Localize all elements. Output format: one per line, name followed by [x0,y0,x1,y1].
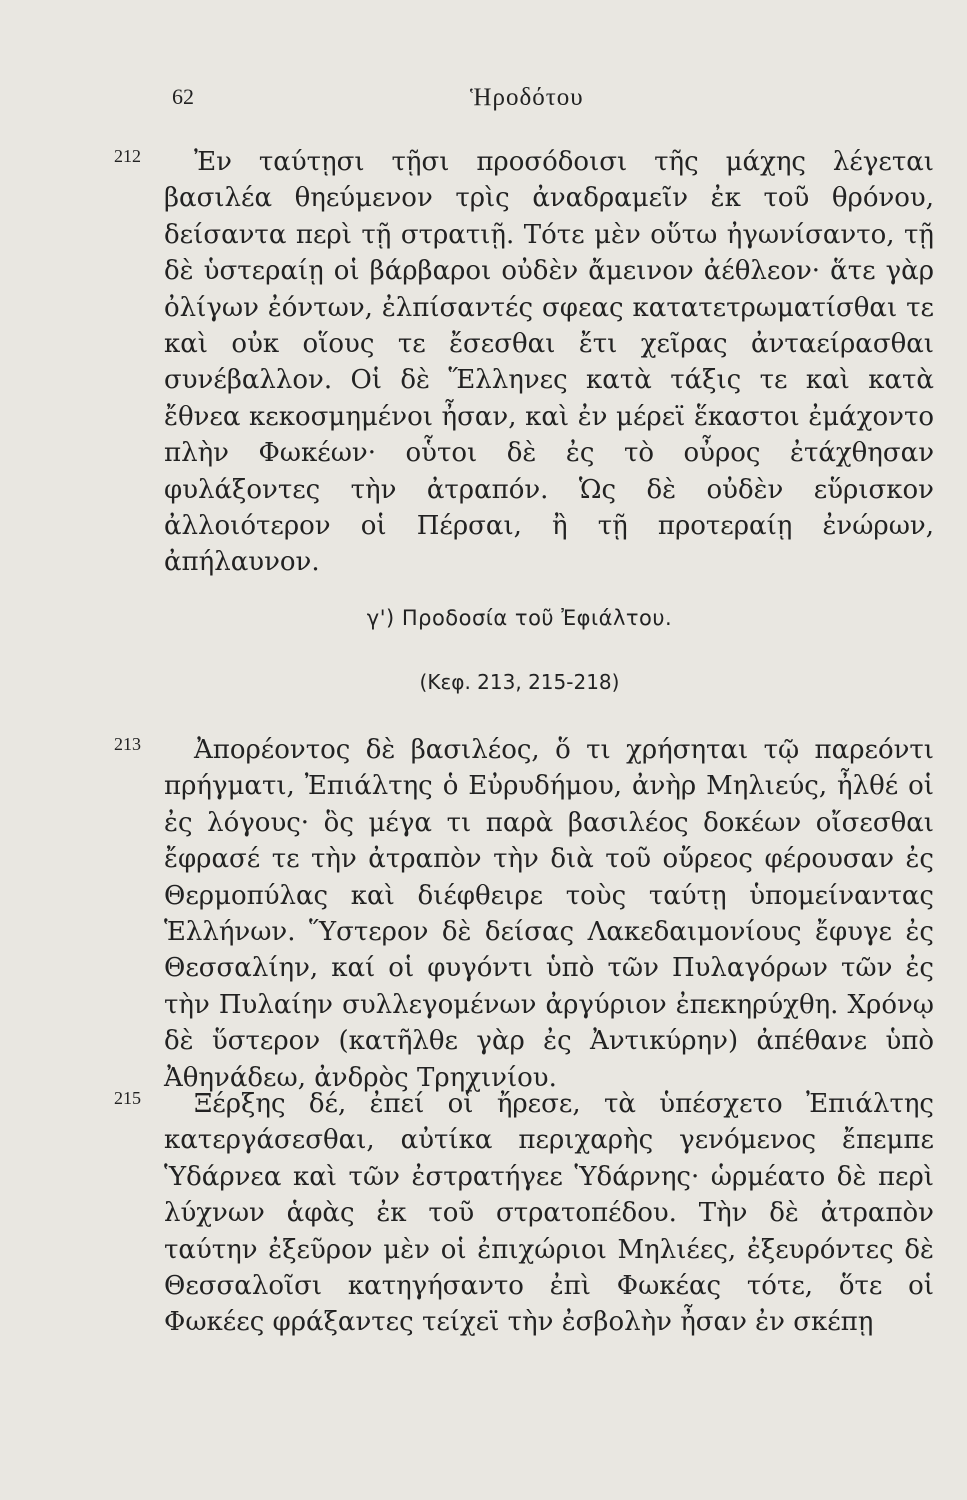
section-heading [0,606,967,694]
chapter-text: Ἐν ταύτῃσι τῇσι προσόδοισι τῆς μάχης λέγεται βασιλέα θηεύμενον τρὶς ἀναδραμεῖν ἐκ τοῦ θρόνου, δείσαντα περὶ τῇ στρατιῇ. Τότε μὲν οὕτω ἠγωνίσαντο, τῇ δὲ ὑστεραίῃ οἱ βάρβαροι οὐδὲν ἄμεινον ἀέθλεον· ἅτε γὰρ ὀλίγων ἐόντων, ἐλπίσαντές σφεας κατατετρωματίσθαι τε καὶ οὐκ οἵους τε ἔσεσθαι ἔτι χεῖρας ἀνταείρασθαι συνέβαλλον. Οἱ δὲ Ἕλληνες κατὰ τάξις τε καὶ κατὰ ἔθνεα κεκοσμημένοι ἦσαν, καὶ ἐν μέρεϊ ἕκαστοι ἐμάχοντο πλὴν Φωκέων· οὗτοι δὲ ἐς τὸ οὖρος ἐτάχθησαν φυλάξοντες τὴν ἀτραπόν. Ὡς δὲ οὐδὲν εὕρισκον ἀλλοιότερον οἱ Πέρσαι, ἢ τῇ προτεραίῃ ἐνώρων, ἀπήλαυνον. [164,147,934,578]
page-number: 62 [172,84,194,109]
chapter-215 [114,1086,934,1341]
chapter-number: 213 [114,734,141,754]
chapter-number: 212 [114,146,141,166]
section-title: γ') Προδοσία τοῦ Ἐφιάλτου. [366,606,673,630]
section-subtitle: (Κεφ. 213, 215-218) [419,670,620,694]
chapter-text: Ἀπορέοντος δὲ βασιλέος, ὅ τι χρήσηται τῷ παρεόντι πρήγματι, Ἐπιάλτης ὁ Εὐρυδήμου, ἀνὴρ Μηλιεύς, ἦλθέ οἱ ἐς λόγους· ὃς μέγα τι παρὰ βασιλέος δοκέων οἴσεσθαι ἔφρασέ τε τὴν ἀτραπὸν τὴν διὰ τοῦ οὔρεος φέρουσαν ἐς Θερμοπύλας καὶ διέφθειρε τοὺς ταύτῃ ὑπομείναντας Ἑλλήνων. Ὕστερον δὲ δείσας Λακεδαιμονίους ἔφυγε ἐς Θεσσαλίην, καί οἱ φυγόντι ὑπὸ τῶν Πυλαγόρων τῶν ἐς τὴν Πυλαίην συλλεγομένων ἀργύριον ἐπεκηρύχθη. Χρόνῳ δὲ ὕστερον (κατῆλθε γὰρ ἐς Ἀντικύρην) ἀπέθανε ὑπὸ Ἀθηνάδεω, ἀνδρὸς Τρηχινίου. [164,735,934,1093]
chapter-212 [114,144,934,581]
page-header [0,84,967,124]
chapter-213 [114,732,934,1096]
chapter-number: 215 [114,1088,141,1108]
chapter-text: Ξέρξης δέ, ἐπεί οἱ ἤρεσε, τὰ ὑπέσχετο Ἐπιάλτης κατεργάσεσθαι, αὐτίκα περιχαρὴς γενόμενος ἔπεμπε Ὑδάρνεα καὶ τῶν ἐστρατήγεε Ὑδάρνης· ὡρμέατο δὲ περὶ λύχνων ἁφὰς ἐκ τοῦ στρατοπέδου. Τὴν δὲ ἀτραπὸν ταύτην ἐξεῦρον μὲν οἱ ἐπιχώριοι Μηλιέες, ἐξευρόντες δὲ Θεσσαλοῖσι κατηγήσαντο ἐπὶ Φωκέας τότε, ὅτε οἱ Φωκέες φράξαντες τείχεϊ τὴν ἐσβολὴν ἦσαν ἐν σκέπῃ [164,1089,934,1338]
running-title: Ἡροδότου [470,84,584,111]
